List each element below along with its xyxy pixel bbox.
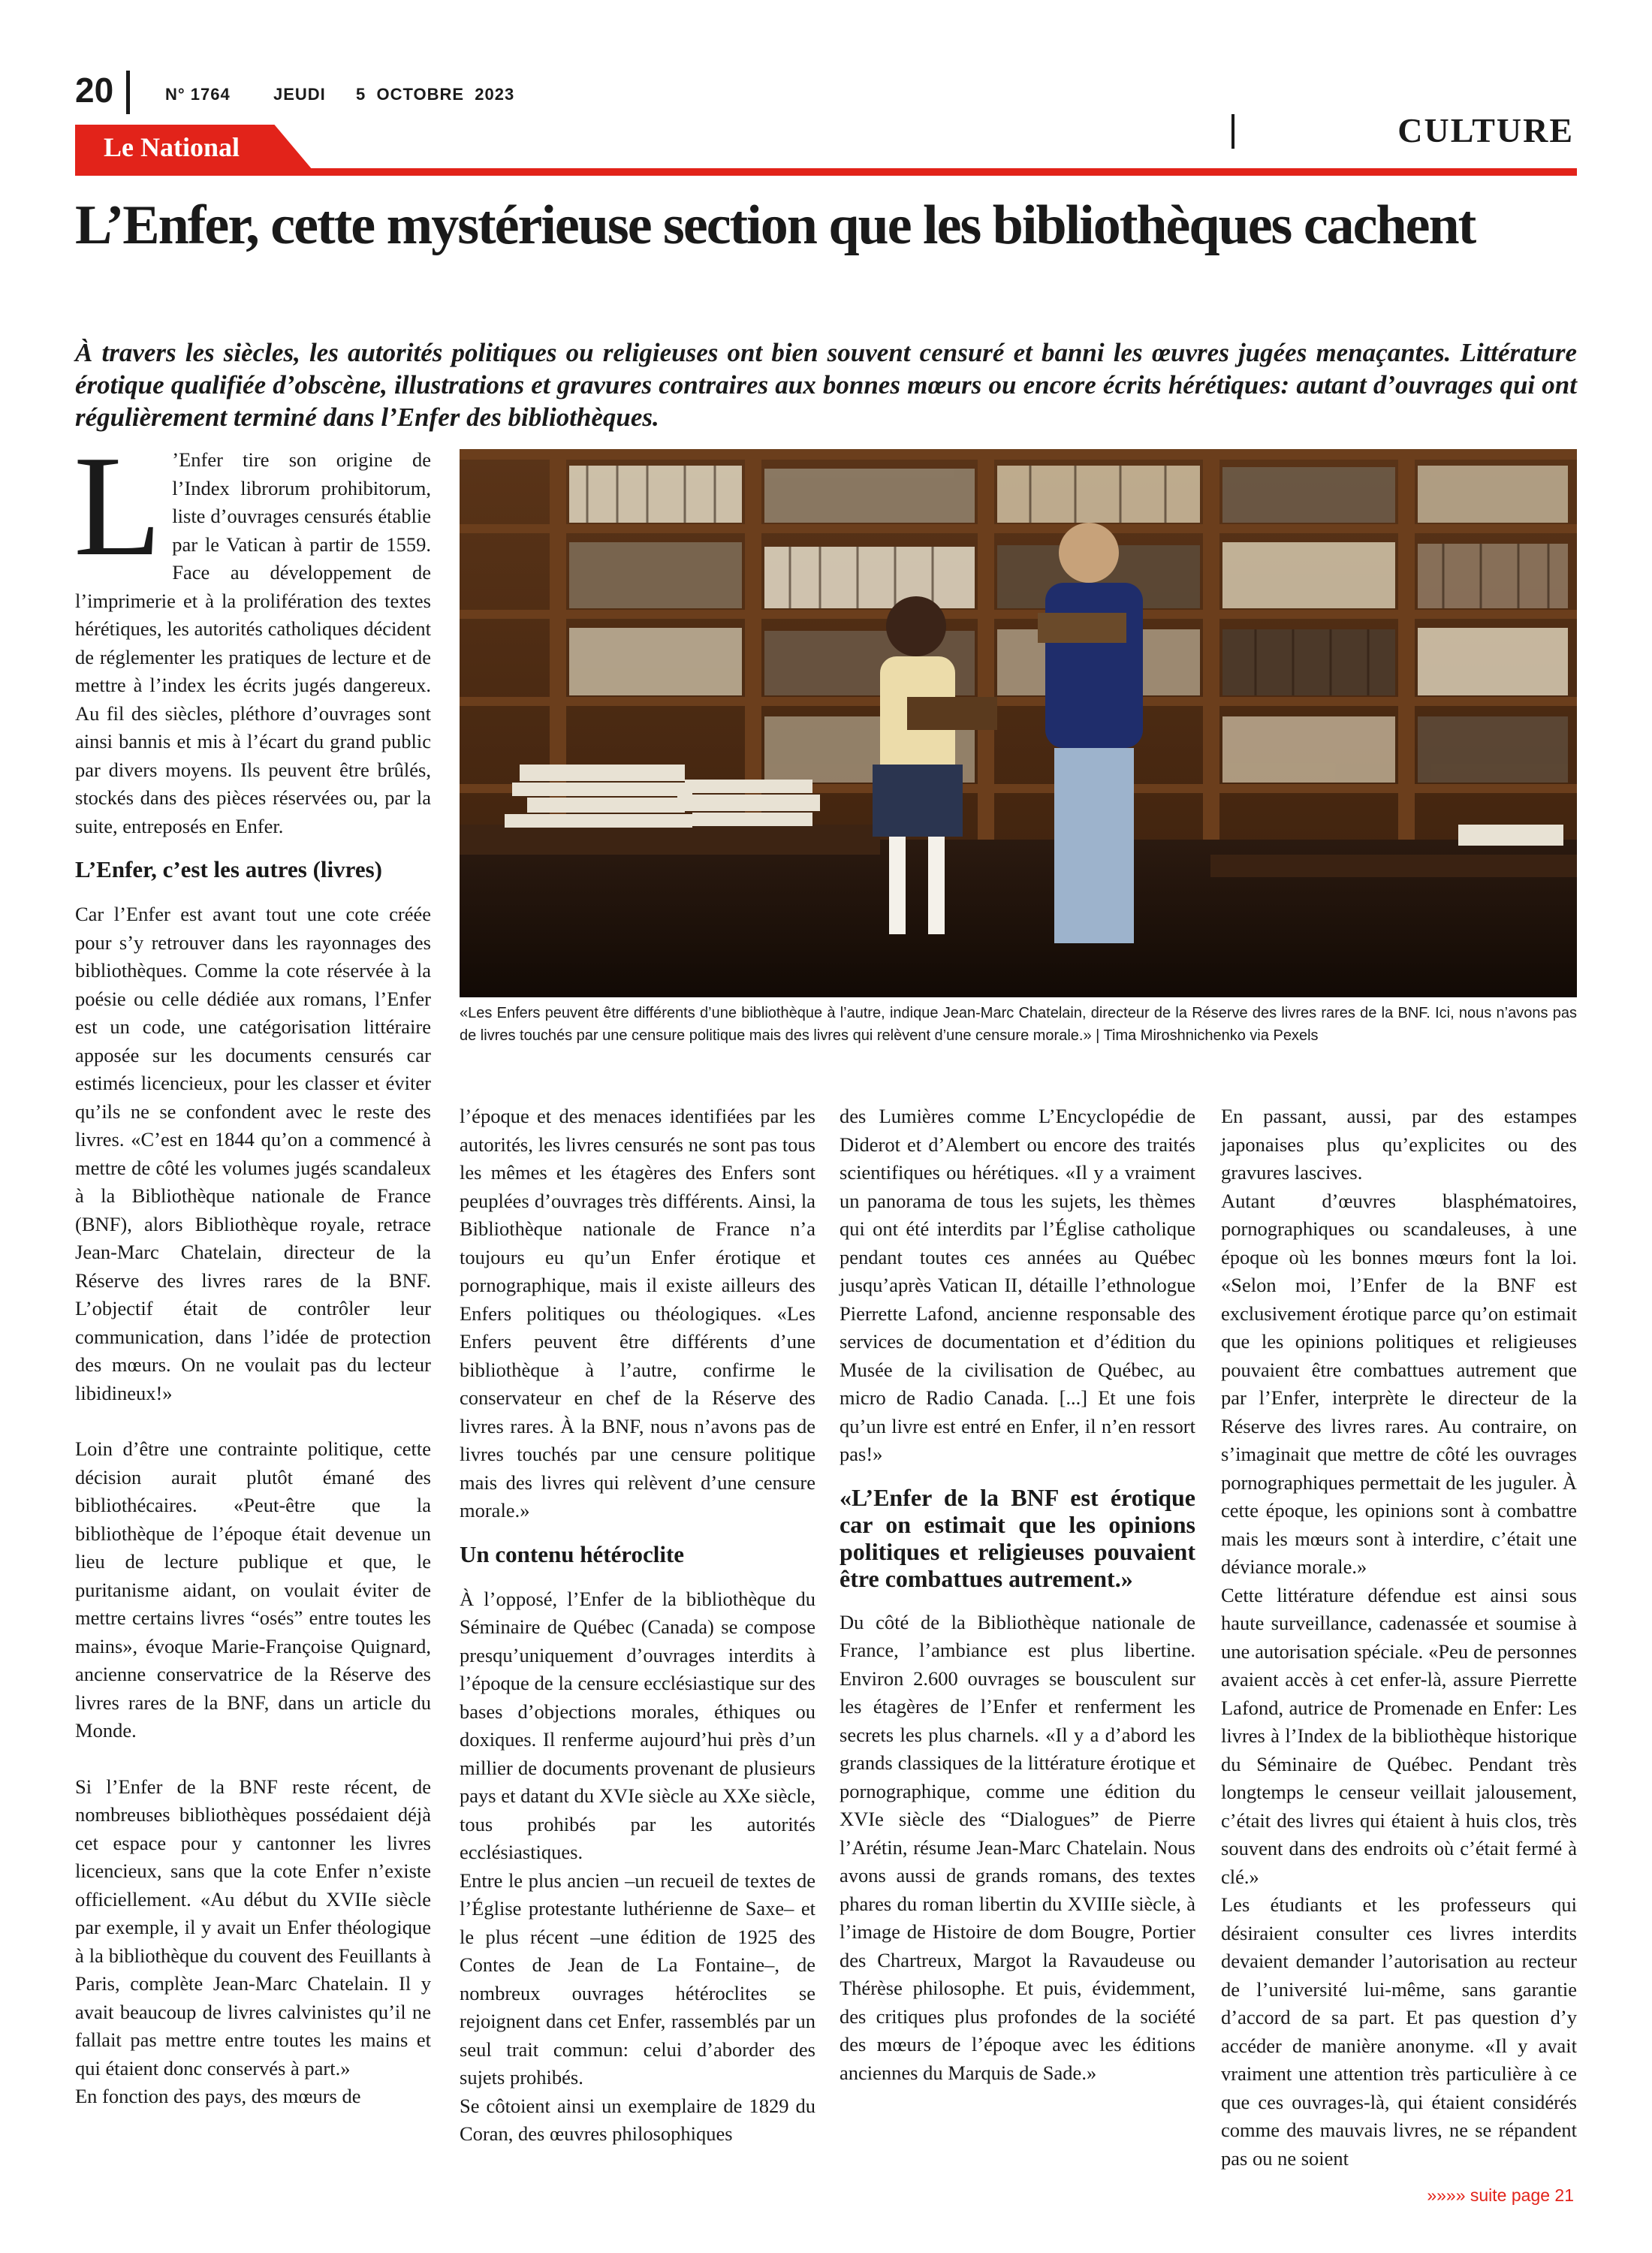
paragraph: Loin d’être une contrainte politique, cette décision aurait plutôt émané des bibliothécaires. «Peut-être que la bibliothèque de l’époque était devenue un lieu de lecture publique et que, le puritanisme aidant, on voulait éviter de mettre certains livres “osés” entre toutes les mains», évoque Marie-Françoise Quignard, ancienne conservatrice de la Réserve des livres rares de la BNF, dans un article du Monde. — [75, 1437, 431, 1742]
page-number-divider — [126, 71, 130, 114]
column-1 — [74, 426, 431, 2111]
page-number: 20 — [75, 71, 114, 110]
paragraph: ’Enfer tire son origine de l’Index librorum prohibitorum, liste d’ouvrages censurés établie par le Vatican à partir de 1559. Face au développement de l’imprimerie et à la prolifération des textes hérétiques, les autorités catholiques décident de réglementer les pratiques de lecture et de mettre à l’index les écrits jugés dangereux. Au fil des siècles, pléthore d’ouvrages sont ainsi bannis et mis à l’écart du grand public par divers moyens. Ils peuvent être brûlés, stockés dans des pièces réservées ou, par la suite, entreposés en Enfer. — [75, 448, 431, 837]
issue-weekday: JEUDI — [273, 85, 326, 104]
section-divider — [1231, 114, 1234, 149]
paragraph: Entre le plus ancien –un recueil de textes de l’Église protestante luthérienne de Saxe– et le plus récent –une édition de 1925 des Contes de Jean de La Fontaine–, de nombreux ouvrages hétéroclites se rejoignent dans cet Enfer, rassemblés par un seul trait commun: celui d’aborder des sujets prohibés. — [460, 1868, 815, 2089]
column-3 — [840, 1102, 1195, 2087]
paragraph: Autant d’œuvres blasphématoires, pornographiques ou scandaleuses, à une époque où les bonnes mœurs font la loi. «Selon moi, l’Enfer de la BNF est exclusivement érotique parce qu’on estimait que les opinions politiques et religieuses pouvaient être combattues autrement que par l’Enfer, interprète le directeur de la Réserve des livres rares. Au contraire, on s’imaginait que mettre de côté les ouvrages pornographiques permettait de les juguler. À cette époque, les opinions sont à combattre mais les mœurs sont à interdire, c’était une déviance morale.» — [1221, 1189, 1577, 1578]
article-photo — [460, 449, 1577, 997]
photo-caption: «Les Enfers peuvent être différents d’une bibliothèque à l’autre, indique Jean-Marc Chatelain, directeur de la Réserve des livres rares de la BNF. Ici, nous n’avons pas de livres touchés par une censure politique mais des livres qui relèvent d’une censure morale.» | Tima Miroshnichenko via Pexels — [460, 1005, 1577, 1044]
paragraph: Cette littérature défendue est ainsi sous haute surveillance, cadenassée et soumise à une autorisation spéciale. «Peu de personnes avaient accès à cet enfer-là, assure Pierrette Lafond, autrice de Promenade en Enfer: Les livres à l’Index de la bibliothèque historique du Séminaire de Québec. Pendant très longtemps le censeur veillait jalousement, c’était des livres qui étaient à huis clos, très souvent dans des endroits où c’était fermé à clé.» — [1221, 1583, 1577, 1888]
pull-quote: «L’Enfer de la BNF est érotique car on estimait que les opinions politiques et religieuses pouvaient être combattues autrement.» — [840, 1483, 1195, 1592]
paragraph: l’époque et des menaces identifiées par les autorités, les livres censurés ne sont pas tous les mêmes et les étagères des Enfers sont peuplées d’ouvrages très différents. Ainsi, la Bibliothèque nationale de France n’a toujours eu qu’un Enfer érotique et pornographique, mais il existe ailleurs des Enfers politiques ou théologiques. «Les Enfers peuvent être différents d’une bibliothèque à l’autre, confirme le conservateur en chef de la Réserve des livres rares. À la BNF, nous n’avons pas de livres touchés par une censure politique mais des livres qui relèvent d’une censure morale.» — [460, 1105, 815, 1522]
paragraph: Du côté de la Bibliothèque nationale de France, l’ambiance est plus libertine. Environ 2.600 ouvrages se bousculent sur les étagères de l’Enfer et renferment les secrets les plus charnels. «Il y a d’abord les grands classiques de la littérature érotique et pornographique, comme une édition du XVIe siècle des “Dialogues” de Pierre l’Arétin, résume Jean-Marc Chatelain. Nous avons aussi de grands romans, des textes phares du roman libertin du XVIIIe siècle, à l’image de Histoire de dom Bougre, Portier des Chartreux, Margot la Ravaudeuse ou Thérèse philosophe. Et puis, évidemment, des critiques plus profondes de la société des mœurs de l’époque avec les éditions anciennes du Marquis de Sade.» — [840, 1610, 1195, 2084]
subheading: Un contenu hétéroclite — [460, 1540, 685, 1567]
paragraph: Les étudiants et les professeurs qui désiraient consulter ces livres interdits devaient demander l’autorisation au recteur de l’université lui-même, sans garantie d’accord de sa part. Et pas question d’y accéder de manière anonyme. «Il y avait vraiment une attention très particulière à ce que ces ouvrages-là, qui étaient considérés comme des mauvais livres, ne se répandent pas ou ne soient — [1221, 1893, 1577, 2170]
drop-cap: L — [74, 426, 162, 586]
article-title: L’Enfer, cette mystérieuse section que les bibliothèques cachent — [75, 195, 1476, 256]
paragraph: Se côtoient ainsi un exemplaire de 1829 du Coran, des œuvres philosophiques — [460, 2094, 815, 2145]
issue-number: N° 1764 — [165, 85, 231, 104]
paragraph: À l’opposé, l’Enfer de la bibliothèque du Séminaire de Québec (Canada) se compose presqu’uniquement d’ouvrages interdits à l’époque de la censure ecclésiastique sur des bases d’objections morales, éthiques ou doxiques. Il renferme aujourd’hui près d’un millier de documents provenant de plusieurs pays et datant du XVIe siècle au XXe siècle, tous prohibés par les autorités ecclésiastiques. — [460, 1587, 815, 1863]
paragraph: Si l’Enfer de la BNF reste récent, de nombreuses bibliothèques possédaient déjà cet espace pour y cantonner les livres licencieux, sans que la cote Enfer n’existe officiellement. «Au début du XVIIe siècle par exemple, il y avait un Enfer théologique à la bibliothèque du couvent des Feuillants à Paris, complète Jean-Marc Chatelain. Il y avait beaucoup de livres calvinistes qu’il ne fallait pas mettre entre toutes les mains et qui étaient donc conservés à part.» — [75, 1775, 431, 2080]
publication-name: Le National — [104, 132, 240, 162]
issue-date: 5 OCTOBRE 2023 — [356, 85, 515, 104]
column-4 — [1221, 1102, 1577, 2173]
column-2 — [460, 1102, 815, 2149]
paragraph: En fonction des pays, des mœurs de — [75, 2085, 361, 2107]
paragraph: Car l’Enfer est avant tout une cote créée pour s’y retrouver dans les rayonnages des bibliothèques. Comme la cote réservée à la poésie ou celle dédiée aux romans, l’Enfer est un code, une catégorisation littéraire apposée sur les documents censurés car estimés licencieux, pour les classer et éviter qu’ils ne se confondent avec le reste des livres. «C’est en 1844 qu’on a commencé à mettre de côté les volumes jugés scandaleux à la Bibliothèque nationale de France (BNF), alors Bibliothèque royale, retrace Jean-Marc Chatelain, directeur de la Réserve des livres rares de la BNF. L’objectif était de contrôler leur communication, dans l’idée de protection des mœurs. On ne voulait pas du lecteur libidineux!» — [75, 903, 431, 1404]
paragraph: des Lumières comme L’Encyclopédie de Diderot et d’Alembert ou encore des traités scientifiques ou hérétiques. «Il y a vraiment un panorama de tous les sujets, les thèmes qui ont été interdits par l’Église catholique pendant toutes ces années au Québec jusqu’après Vatican II, détaille l’ethnologue Pierrette Lafond, ancienne responsable des services de documentation et d’édition du Musée de la civilisation de Québec, au micro de Radio Canada. [...] Et une fois qu’un livre est entré en Enfer, il n’en ressort pas!» — [840, 1105, 1195, 1465]
library-photo-illustration — [460, 449, 1577, 997]
paragraph: En passant, aussi, par des estampes japonaises plus qu’explicites ou des gravures lascives. — [1221, 1105, 1577, 1184]
article-deck: À travers les siècles, les autorités politiques ou religieuses ont bien souvent censuré et banni les œuvres jugées menaçantes. Littérature érotique qualifiée d’obscène, illustrations et gravures contraires aux bonnes mœurs ou encore écrits hérétiques: autant d’ouvrages qui ont régulièrement terminé dans l’Enfer des bibliothèques. — [75, 338, 1577, 432]
section-label: CULTURE — [1397, 111, 1574, 149]
continued-link[interactable]: »»»» suite page 21 — [1427, 2185, 1574, 2205]
subheading: L’Enfer, c’est les autres (livres) — [75, 856, 382, 882]
